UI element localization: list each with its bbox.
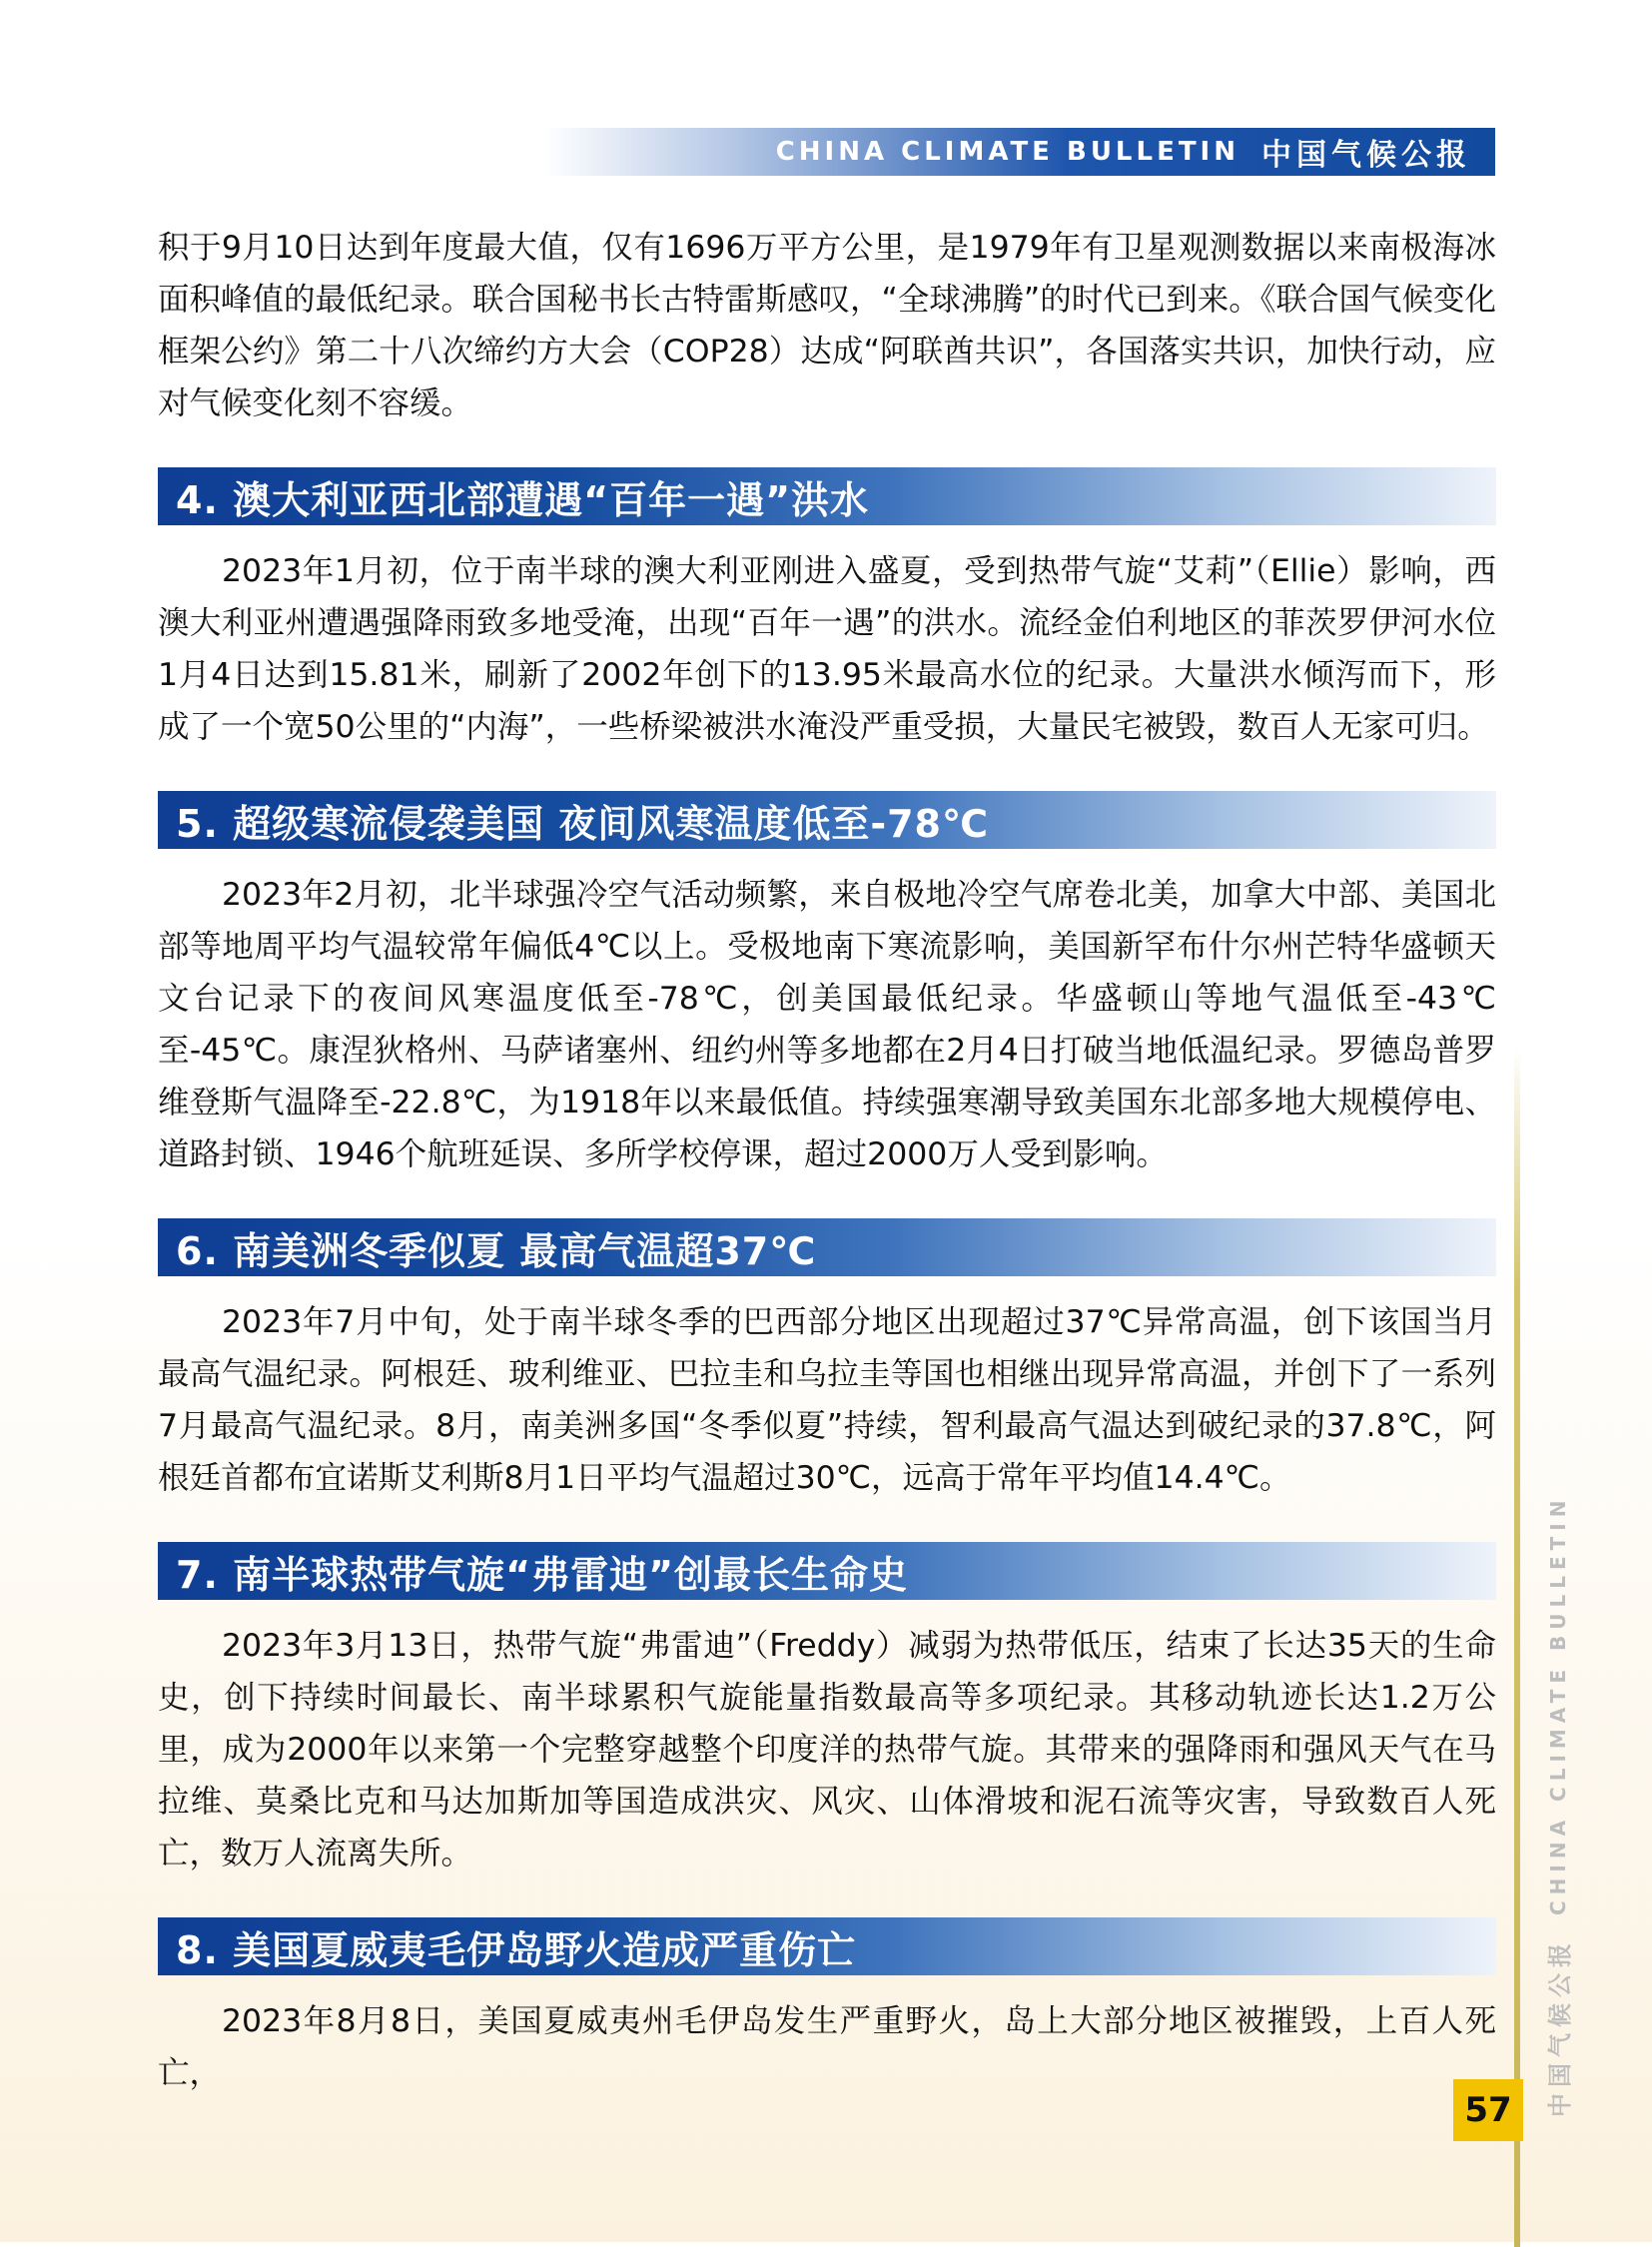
section-title: 6. 南美洲冬季似夏 最高气温超37℃ [176, 1228, 817, 1273]
section-title: 4. 澳大利亚西北部遭遇“百年一遇”洪水 [176, 477, 870, 522]
section-heading-5 [158, 791, 1496, 849]
section-title: 5. 超级寒流侵袭美国 夜间风寒温度低至-78℃ [176, 801, 990, 846]
section-heading-7 [158, 1542, 1496, 1600]
side-label-en: CHINA CLIMATE BULLETIN [1545, 1494, 1570, 1915]
section-title: 8. 美国夏威夷毛伊岛野火造成严重伤亡 [176, 1927, 857, 1972]
section-heading-8 [158, 1917, 1496, 1975]
section-title: 7. 南半球热带气旋“弗雷迪”创最长生命史 [176, 1552, 909, 1597]
header-band [544, 128, 1495, 176]
page-number: 57 [1453, 2079, 1523, 2141]
header-title-en: CHINA CLIMATE BULLETIN [775, 137, 1239, 167]
section-heading-6 [158, 1218, 1496, 1276]
section-body-6: 2023年7月中旬，处于南半球冬季的巴西部分地区出现超过37℃异常高温，创下该国当月最高气温纪录。阿根廷、玻利维亚、巴拉圭和乌拉圭等国也相继出现异常高温，并创下了一系列7月最高气温纪录。8月，南美洲多国“冬季似夏”持续，智利最高气温达到破纪录的37.8℃，阿根廷首都布宜诺斯艾利斯8月1日平均气温超过30℃，远高于常年平均值14.4℃。 [158, 1304, 1496, 1496]
side-decoration-strip [1514, 1049, 1520, 2247]
intro-paragraph: 积于9月10日达到年度最大值，仅有1696万平方公里，是1979年有卫星观测数据以来南极海冰面积峰值的最低纪录。联合国秘书长古特雷斯感叹，“全球沸腾”的时代已到来。《联合国气候变化框架公约》第二十八次缔约方大会（COP28）达成“阿联酋共识”，各国落实共识，加快行动，应对气候变化刻不容缓。 [158, 230, 1496, 421]
section-body-4: 2023年1月初，位于南半球的澳大利亚刚进入盛夏，受到热带气旋“艾莉”（Ellie）影响，西澳大利亚州遭遇强降雨致多地受淹，出现“百年一遇”的洪水。流经金伯利地区的菲茨罗伊河水位1月4日达到15.81米，刷新了2002年创下的13.95米最高水位的纪录。大量洪水倾泻而下，形成了一个宽50公里的“内海”，一些桥梁被洪水淹没严重受损，大量民宅被毁，数百人无家可归。 [158, 553, 1496, 745]
section-body-5: 2023年2月初，北半球强冷空气活动频繁，来自极地冷空气席卷北美，加拿大中部、美国北部等地周平均气温较常年偏低4℃以上。受极地南下寒流影响，美国新罕布什尔州芒特华盛顿天文台记录下的夜间风寒温度低至-78℃，创美国最低纪录。华盛顿山等地气温低至-43℃至-45℃。康涅狄格州、马萨诸塞州、纽约州等多地都在2月4日打破当地低温纪录。罗德岛普罗维登斯气温降至-22.8℃，为1918年以来最低值。持续强寒潮导致美国东北部多地大规模停电、道路封锁、1946个航班延误、多所学校停课，超过2000万人受到影响。 [158, 877, 1496, 1172]
side-label [1540, 1495, 1575, 2117]
side-label-cn: 中国气候公报 [1546, 1937, 1574, 2117]
main-content [158, 222, 1496, 2099]
section-body-8: 2023年8月8日，美国夏威夷州毛伊岛发生严重野火，岛上大部分地区被摧毁，上百人死亡， [158, 2003, 1496, 2091]
header-title-cn: 中国气候公报 [1261, 138, 1471, 173]
section-heading-4 [158, 467, 1496, 525]
section-body-7: 2023年3月13日，热带气旋“弗雷迪”（Freddy）减弱为热带低压，结束了长达35天的生命史，创下持续时间最长、南半球累积气旋能量指数最高等多项纪录。其移动轨迹长达1.2万公里，成为2000年以来第一个完整穿越整个印度洋的热带气旋。其带来的强降雨和强风天气在马拉维、莫桑比克和马达加斯加等国造成洪灾、风灾、山体滑坡和泥石流等灾害，导致数百人死亡，数万人流离失所。 [158, 1628, 1496, 1872]
